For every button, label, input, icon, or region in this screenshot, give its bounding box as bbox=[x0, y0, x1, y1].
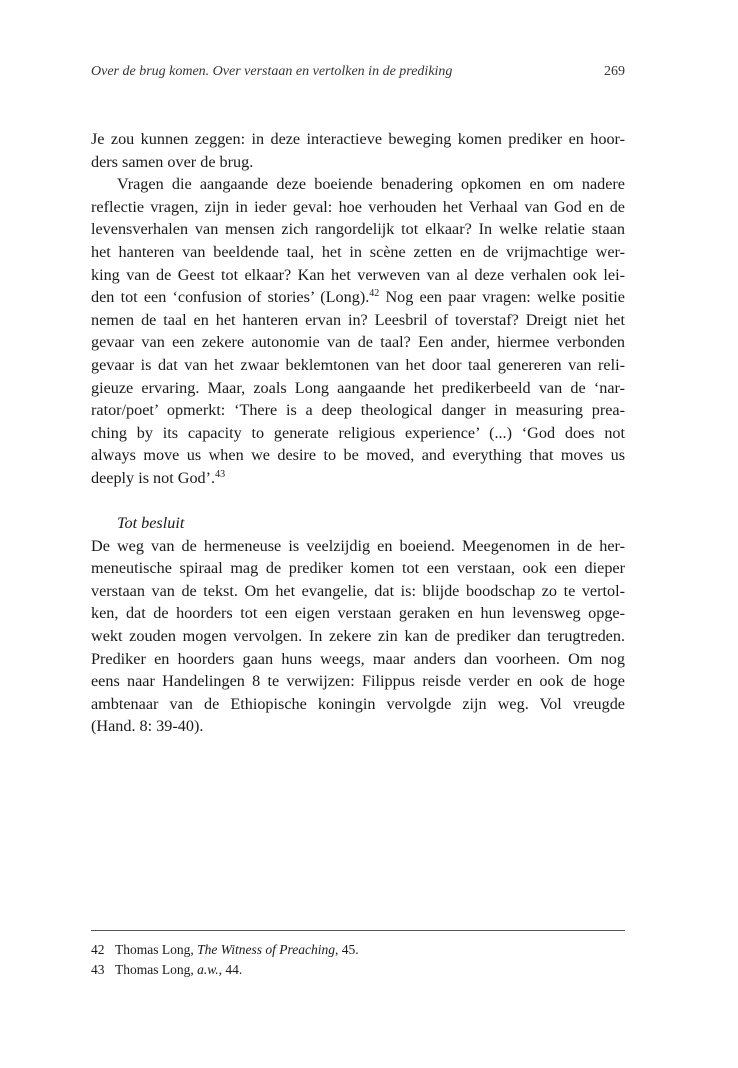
text-line: het hanteren van beeldende taal, het in scène zetten en de vrijmachtige wer- bbox=[91, 242, 625, 261]
text-line: Prediker en hoorders gaan huns weegs, maar anders dan voorheen. Om nog bbox=[91, 649, 625, 668]
text-line: levensverhalen van mensen zich rangordelijk tot elkaar? In welke relatie staan bbox=[91, 220, 625, 239]
text-line: always move us when we desire to be moved, and everything that moves us bbox=[91, 446, 625, 465]
text-line: wekt zouden mogen vervolgen. In zekere zin kan de prediker dan terugtreden. bbox=[91, 627, 625, 646]
text-line: (Hand. 8: 39-40). bbox=[91, 717, 204, 736]
footnote-43 bbox=[91, 960, 625, 980]
text-line: gieuze ervaring. Maar, zoals Long aangaande het predikerbeeld van de ‘nar- bbox=[91, 378, 625, 397]
text-segment: deeply is not God’. bbox=[91, 468, 216, 487]
text-line: king van de Geest tot elkaar? Kan het verweven van al deze verhalen ook lei- bbox=[91, 265, 625, 284]
text-line: ders samen over de brug. bbox=[91, 152, 254, 171]
text-line: reflectie vragen, zijn in ieder geval: hoe verhouden het Verhaal van God en de bbox=[91, 197, 625, 216]
paragraph-2 bbox=[91, 173, 625, 489]
page-number: 269 bbox=[604, 64, 625, 79]
text-line: gevaar van een zekere autonomie van de taal? Een ander, hiermee verbonden bbox=[91, 333, 625, 352]
text-line: ken, dat de hoorders tot een eigen verstaan geraken en hun levensweg opge- bbox=[91, 604, 625, 623]
footnote-number: 43 bbox=[91, 962, 105, 977]
footnote-page: , 45. bbox=[335, 942, 359, 957]
text-line: De weg van de hermeneuse is veelzijdig en boeiend. Meegenomen in de her- bbox=[91, 536, 625, 555]
text-line: ambtenaar van de Ethiopische koningin vervolgde zijn weg. Vol vreugde bbox=[91, 694, 625, 713]
text-line: nemen de taal en het hanteren ervan in? Leesbril of toverstaf? Dreigt niet het bbox=[91, 310, 625, 329]
text-line bbox=[91, 286, 625, 309]
section-heading: Tot besluit bbox=[117, 514, 185, 533]
text-segment: den tot een ‘confusion of stories’ (Long). bbox=[91, 288, 370, 307]
text-segment: Nog een paar vragen: welke positie bbox=[379, 288, 625, 307]
text-line bbox=[91, 467, 625, 490]
text-line: gevaar is dat van het zwaar beklemtonen van het door taal genereren van reli- bbox=[91, 355, 625, 374]
footnote-divider bbox=[91, 930, 625, 931]
paragraph-3 bbox=[91, 535, 625, 738]
footnotes bbox=[91, 940, 625, 980]
text-line: verstaan van de tekst. Om het evangelie, dat is: blijde boodschap zo te vertol- bbox=[91, 581, 625, 600]
text-line: rator/poet’ opmerkt: ‘There is a deep theological danger in measuring prea- bbox=[91, 401, 625, 420]
running-header bbox=[91, 64, 625, 84]
footnote-ref-43[interactable]: 43 bbox=[215, 468, 226, 480]
paragraph-spacer bbox=[91, 490, 625, 513]
footnote-author: Thomas Long, bbox=[115, 942, 198, 957]
running-title: Over de brug komen. Over verstaan en vertolken in de prediking bbox=[91, 64, 453, 79]
text-line: ching by its capacity to generate religious experience’ (...) ‘God does not bbox=[91, 423, 625, 442]
footnote-author: Thomas Long, bbox=[115, 962, 198, 977]
footnote-number: 42 bbox=[91, 942, 105, 957]
body-text bbox=[91, 128, 625, 738]
text-line: Vragen die aangaande deze boeiende benadering opkomen en om nadere bbox=[117, 175, 625, 194]
text-line: meneutische spiraal mag de prediker komen tot een verstaan, ook een dieper bbox=[91, 559, 625, 578]
text-line: Je zou kunnen zeggen: in deze interactieve beweging komen prediker en hoor- bbox=[91, 130, 625, 148]
footnote-title: The Witness of Preaching bbox=[197, 942, 335, 957]
footnote-page: , 44. bbox=[218, 962, 243, 977]
footnote-ref-42[interactable]: 42 bbox=[369, 288, 380, 300]
paragraph-1 bbox=[91, 128, 625, 173]
text-line: eens naar Handelingen 8 te verwijzen: Filippus reisde verder en ook de hoge bbox=[91, 672, 625, 691]
footnote-title: a.w. bbox=[197, 962, 219, 977]
footnote-42 bbox=[91, 940, 625, 960]
